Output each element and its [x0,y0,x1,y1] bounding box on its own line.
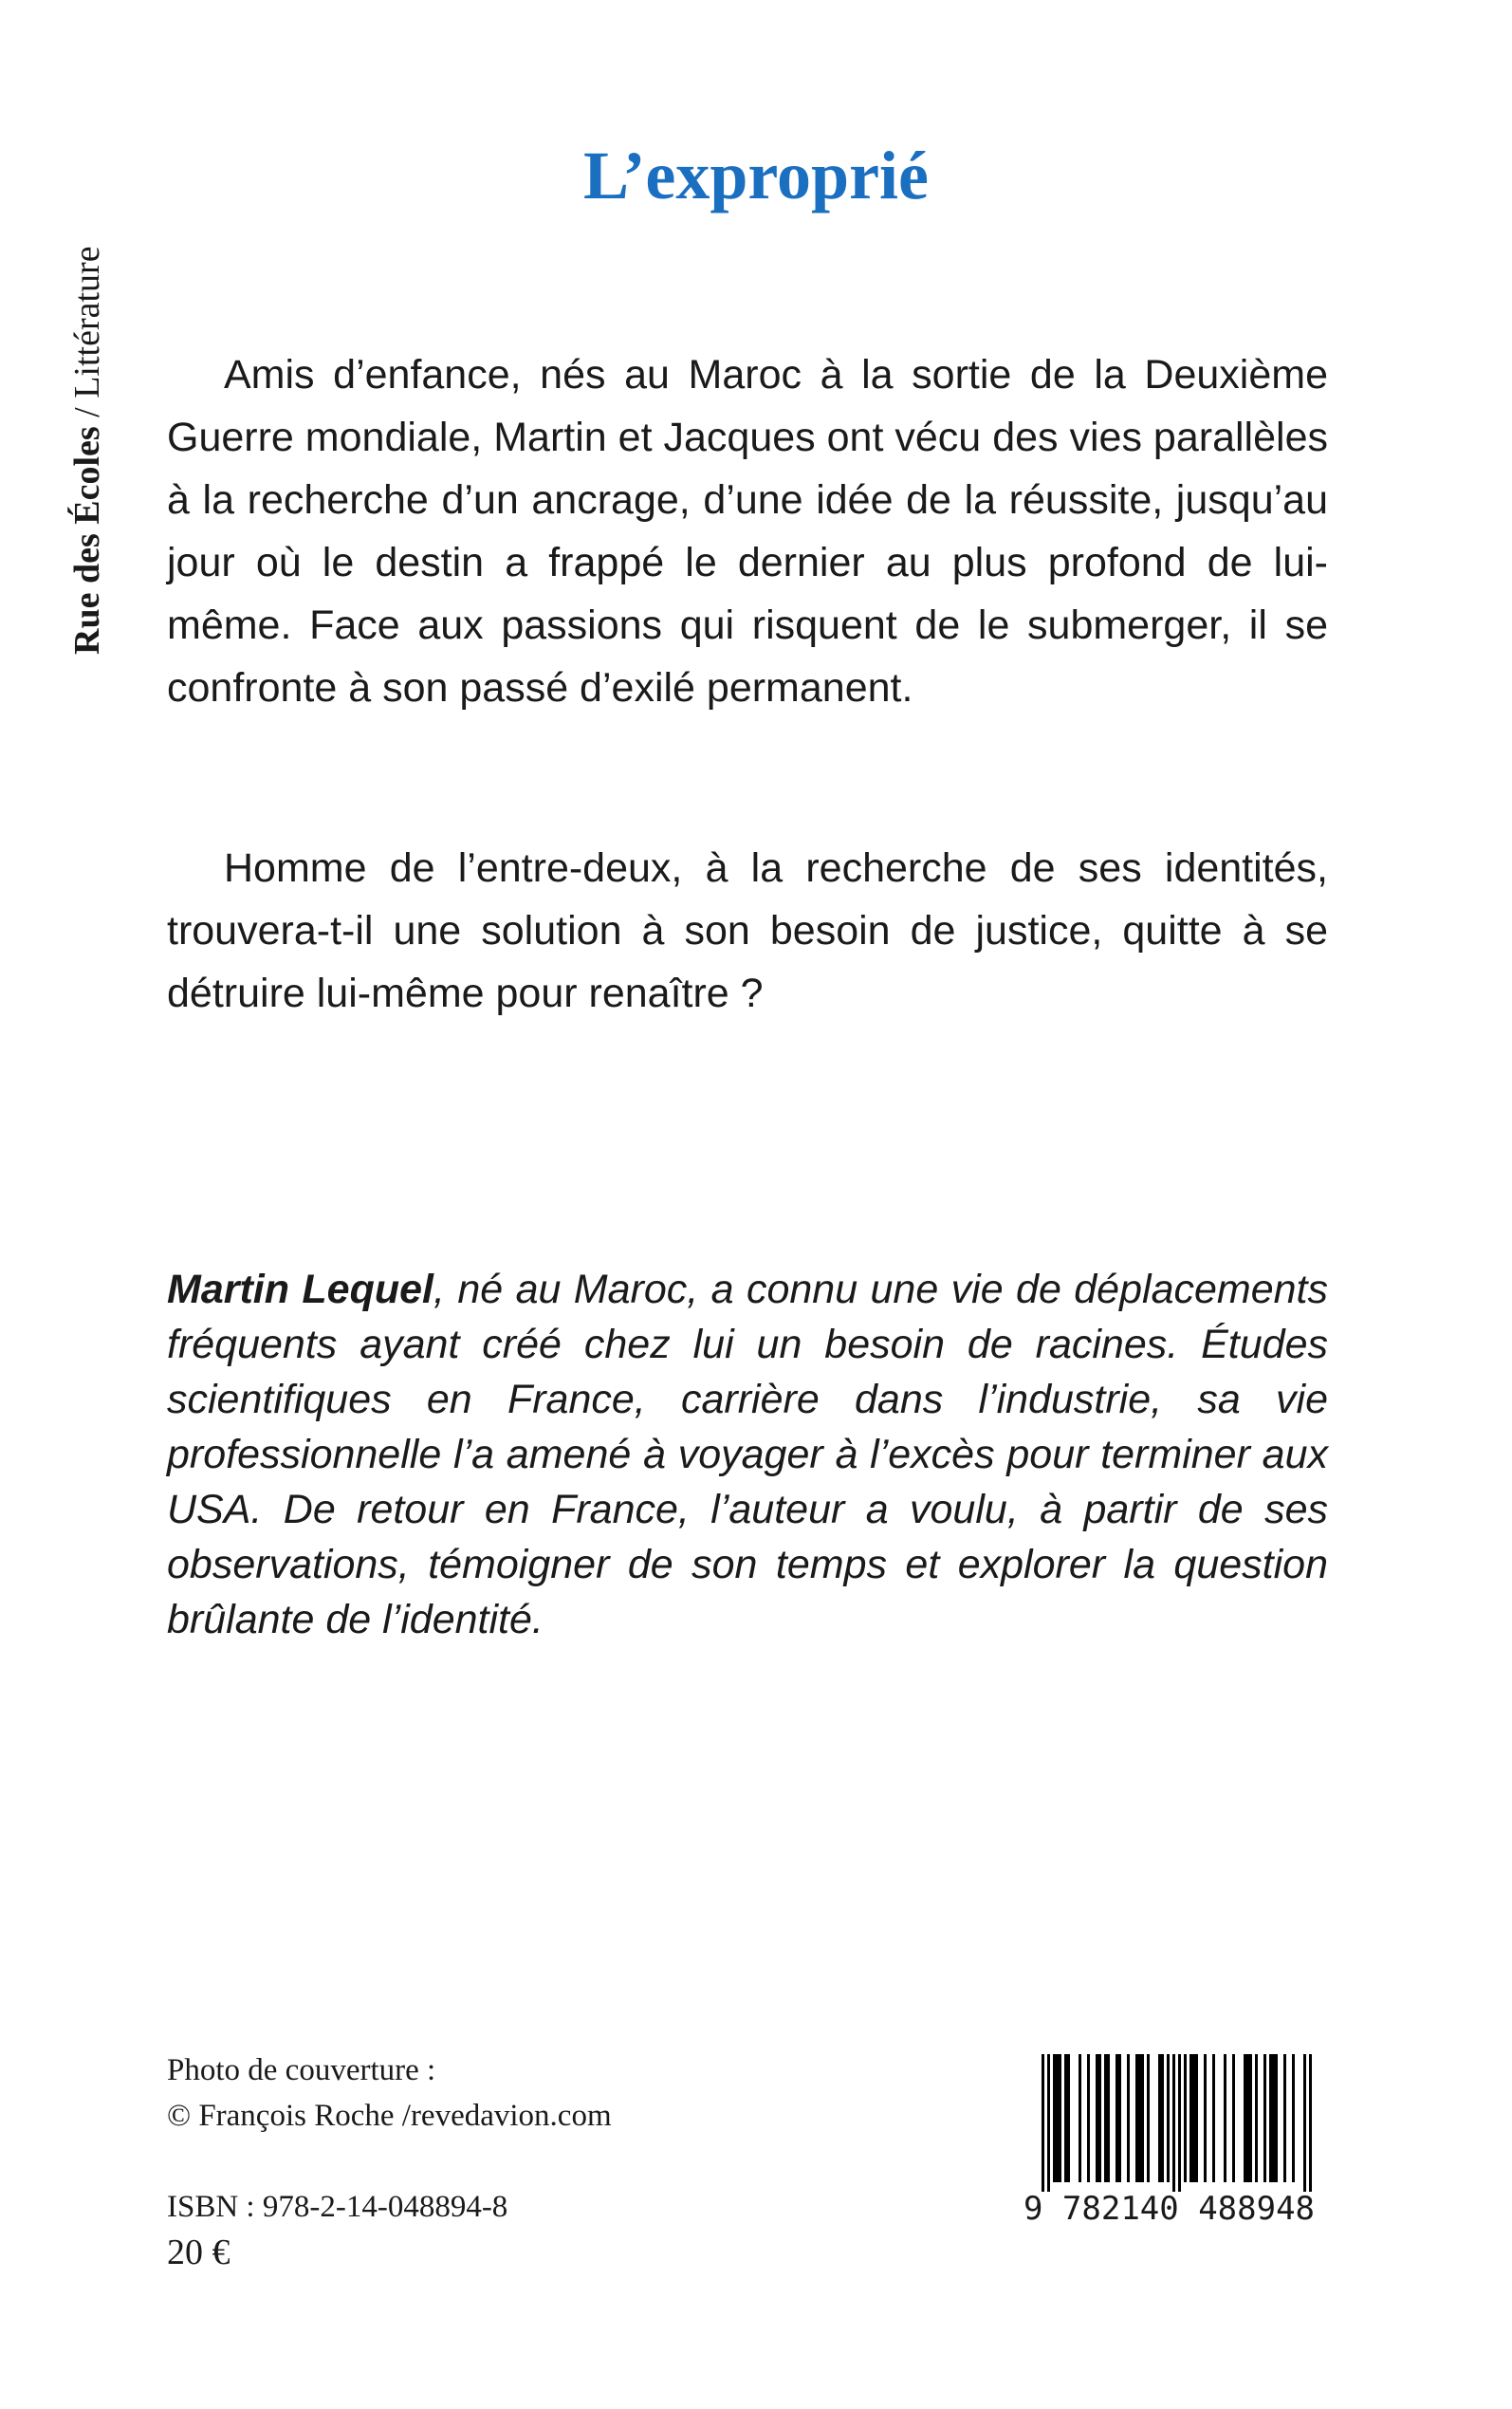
spine-label [66,246,108,655]
photo-credit: © François Roche /revedavion.com [167,2099,612,2133]
author-name: Martin Lequel [167,1267,433,1312]
barcode-bar [1303,2054,1306,2192]
barcode-bar [1172,2054,1175,2192]
barcode-bar [1212,2054,1215,2182]
barcode-bar [1096,2054,1098,2182]
synopsis-paragraph-2 [167,837,1328,1025]
synopsis-paragraph-1 [167,343,1328,719]
barcode-bar [1184,2054,1187,2182]
barcode-bar [1246,2054,1249,2182]
barcode-bar [1272,2054,1275,2182]
spine-separator: / [67,398,107,427]
barcode-bar [1158,2054,1161,2182]
barcode-bar [1195,2054,1198,2182]
barcode-bar [1064,2054,1067,2182]
barcode-bar [1104,2054,1107,2182]
barcode-bar [1053,2054,1056,2182]
barcode-bar [1269,2054,1272,2182]
barcode-bar [1079,2054,1081,2182]
category-name: Littérature [67,246,107,398]
price: 20 € [167,2233,230,2272]
barcode-bar [1141,2054,1144,2182]
barcode-bar [1283,2054,1286,2182]
barcode-bar [1255,2054,1258,2182]
author-bio [167,1262,1328,1647]
barcode-bar [1087,2054,1090,2182]
barcode-digits: 9 782140 488948 [1023,2190,1316,2228]
barcode-bar [1178,2054,1181,2192]
barcode-bar [1161,2054,1164,2182]
barcode-bar [1292,2054,1295,2182]
barcode-bar [1042,2054,1044,2192]
author-bio-text: , né au Maroc, a connu une vie de déplacements fréquents ayant créé chez lui un besoin de racines. Études scientifiques en France, carrière dans l’industrie, sa vie professionnelle l’a amené à voyager à l’excès pour terminer aux USA. De retour en France, l’auteur a voulu, à partir de ses observations, témoigner de son temps et explorer la question brûlante de l’identité. [167,1267,1328,1642]
barcode-bar [1107,2054,1110,2182]
barcode-bar [1147,2054,1150,2182]
synopsis-text-2: Homme de l’entre-deux, à la recherche de ses identités, trouvera-t-il une solution à son besoin de justice, quitte à se détruire lui-même pour renaître ? [167,845,1328,1016]
barcode-bar [1263,2054,1266,2182]
barcode-bar [1056,2054,1059,2182]
barcode-bar [1167,2054,1170,2182]
barcode-bar [1189,2054,1192,2182]
barcode-bar [1232,2054,1235,2182]
barcode [1015,2054,1323,2272]
barcode-bar [1249,2054,1252,2182]
barcode-bar [1309,2054,1312,2192]
barcode-bar [1244,2054,1246,2182]
barcode-bar [1138,2054,1141,2182]
series-name: Rue des Écoles [67,426,107,655]
book-title: L’exproprié [582,138,929,213]
barcode-bar [1275,2054,1278,2182]
isbn: ISBN : 978-2-14-048894-8 [167,2190,508,2224]
barcode-bar [1204,2054,1207,2182]
barcode-bar [1047,2054,1050,2192]
barcode-bar [1127,2054,1130,2182]
barcode-bar [1116,2054,1118,2182]
barcode-bar [1067,2054,1070,2182]
barcode-bar [1224,2054,1226,2182]
barcode-bar [1118,2054,1121,2182]
barcode-bars [1015,2054,1323,2192]
barcode-bar [1192,2054,1195,2182]
photo-label: Photo de couverture : [167,2053,436,2087]
barcode-bar [1098,2054,1101,2182]
credits-block [167,2048,612,2275]
barcode-bar [1059,2054,1061,2182]
barcode-bar [1135,2054,1138,2182]
synopsis-text-1: Amis d’enfance, nés au Maroc à la sortie de la Deuxième Guerre mondiale, Martin et Jacques ont vécu des vies parallèles à la recherche d’un ancrage, d’une idée de la réussite, jusqu’au jour où le destin a frappé le dernier au plus profond de lui-même. Face aux passions qui risquent de le submerger, il se confronte à son passé d’exilé permanent. [167,352,1328,711]
